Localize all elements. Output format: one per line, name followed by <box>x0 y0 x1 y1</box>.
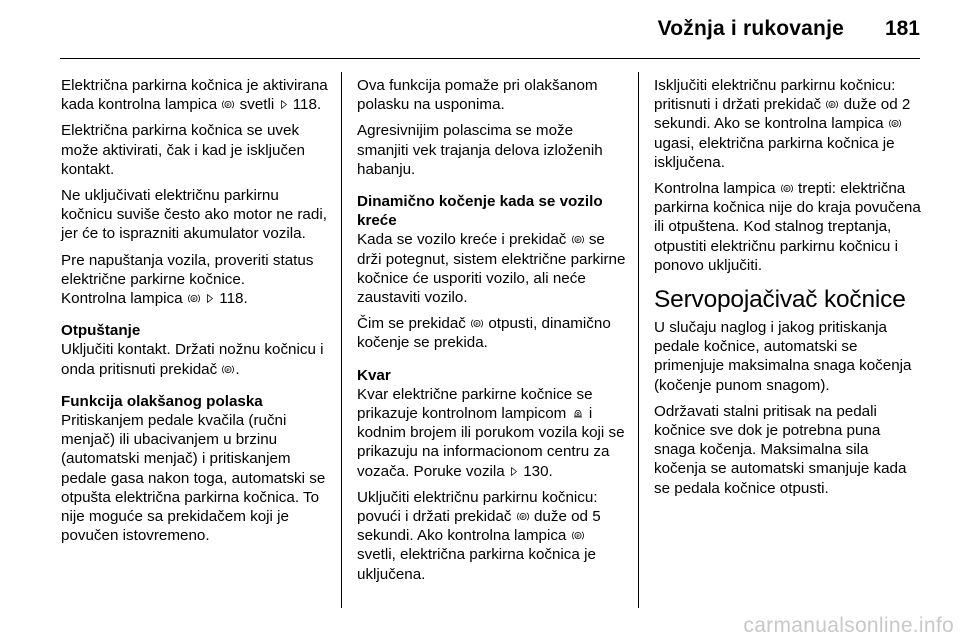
paragraph: Kvar električne parkirne kočnice se prikazuje kontrolnom lampicom i kodnim brojem ili porukom vozila koji se prikazuju na informacionom centru za vozača. Poruke vozila 130. <box>357 385 625 480</box>
paragraph: Agresivnijim polascima se može smanjiti vek trajanja delova izloženih habanju. <box>357 122 603 178</box>
subheading-hill-start: Funkcija olakšanog polaska <box>61 392 263 410</box>
parking-brake-lamp-icon <box>188 293 200 304</box>
parking-brake-lamp-icon <box>572 234 584 245</box>
parking-brake-lamp-icon <box>826 99 838 110</box>
column-middle <box>357 76 626 591</box>
parking-brake-lamp-icon <box>889 118 901 129</box>
parking-brake-lamp-icon <box>517 511 529 522</box>
page-number: 181 <box>884 17 920 40</box>
paragraph: Uključiti kontakt. Držati nožnu kočnicu i onda pritisnuti prekidač . <box>61 341 324 378</box>
subheading-fault: Kvar <box>357 366 391 384</box>
paragraph: Električna parkirna kočnica je aktivirana kada kontrolna lampica svetli 118. <box>61 77 328 114</box>
page-header <box>0 0 960 60</box>
parking-brake-lamp-icon <box>471 318 483 329</box>
parking-brake-lamp-icon <box>222 99 234 110</box>
column-left <box>61 76 329 552</box>
page-reference-arrow-icon <box>206 293 214 304</box>
section-title: Vožnja i rukovanje <box>657 17 844 40</box>
subheading-release: Otpuštanje <box>61 322 141 340</box>
watermark: carmanualsonline.info <box>743 614 954 637</box>
paragraph: Pre napuštanja vozila, proveriti status električne parkirne kočnice. Kontrolna lampica 118. <box>61 251 314 308</box>
paragraph: Uključiti električnu parkirnu kočnicu: povući i držati prekidač duže od 5 sekundi. Ako kontrolna lampica svetli, električna parkirna kočnica je uključena. <box>357 488 601 583</box>
parking-brake-lamp-icon <box>572 530 584 541</box>
page-reference-link[interactable]: 130. <box>523 462 553 480</box>
column-right <box>654 76 922 505</box>
header-divider <box>60 58 920 59</box>
service-vehicle-lamp-icon <box>572 408 584 419</box>
paragraph: Isključiti električnu parkirnu kočnicu: pritisnuti i držati prekidač duže od 2 sekundi. Ako se kontrolna lampica ugasi, električna parkirna kočnica je isključena. <box>654 77 911 171</box>
paragraph: Ne uključivati električnu parkirnu kočnicu suviše često ako motor ne radi, jer će to isprazniti akumulator vozila. <box>61 187 327 243</box>
paragraph: Kontrolna lampica trepti: električna parkirna kočnica nije do kraja povučena ili otpuštena. Kod stalnog treptanja, otpustiti električnu parkirnu kočnicu i ponovo uključiti. <box>654 180 921 274</box>
page-reference-link[interactable]: 118. <box>219 290 248 308</box>
paragraph: Električna parkirna kočnica se uvek može aktivirati, čak i kad je isključen kontakt. <box>61 122 305 178</box>
paragraph: U slučaju naglog i jakog pritiskanja pedale kočnice, automatski se primenjuje maksimalna snaga kočenja (kočenje punom snagom). <box>654 319 912 394</box>
page-reference-arrow-icon <box>280 99 288 110</box>
section-heading-brake-assist: Servopojačivač kočnice <box>654 286 906 314</box>
page-reference-link[interactable]: 118. <box>292 96 322 114</box>
paragraph: Pritiskanjem pedale kvačila (ručni menjač) ili ubacivanjem u brzinu (automatski menjač) i pritiskanjem pedale gasa nakon toga, automatski se otpušta električna parkirna kočnica. To nije moguće sa prekidačem koji je povučen istovremeno. <box>61 412 326 545</box>
parking-brake-lamp-icon <box>781 183 793 194</box>
paragraph: Ova funkcija pomaže pri olakšanom polasku na usponima. <box>357 77 598 114</box>
paragraph: Održavati stalni pritisak na pedali kočnice sve dok je potrebna puna snaga kočenja. Maksimalna sila kočenja se automatski smanjuje kada se pedala kočnice otpusti. <box>654 402 907 497</box>
parking-brake-lamp-icon <box>222 364 234 375</box>
column-divider <box>341 72 342 608</box>
column-divider <box>638 72 639 608</box>
subheading-dynamic-braking: Dinamično kočenje kada se vozilo kreće <box>357 193 603 230</box>
paragraph: Čim se prekidač otpusti, dinamično kočenje se prekida. <box>357 315 611 352</box>
paragraph: Kada se vozilo kreće i prekidač se drži potegnut, sistem električne parkirne kočnice će usporiti vozilo, ali neće zaustaviti vozilo. <box>357 231 626 307</box>
page-reference-arrow-icon <box>510 466 518 477</box>
